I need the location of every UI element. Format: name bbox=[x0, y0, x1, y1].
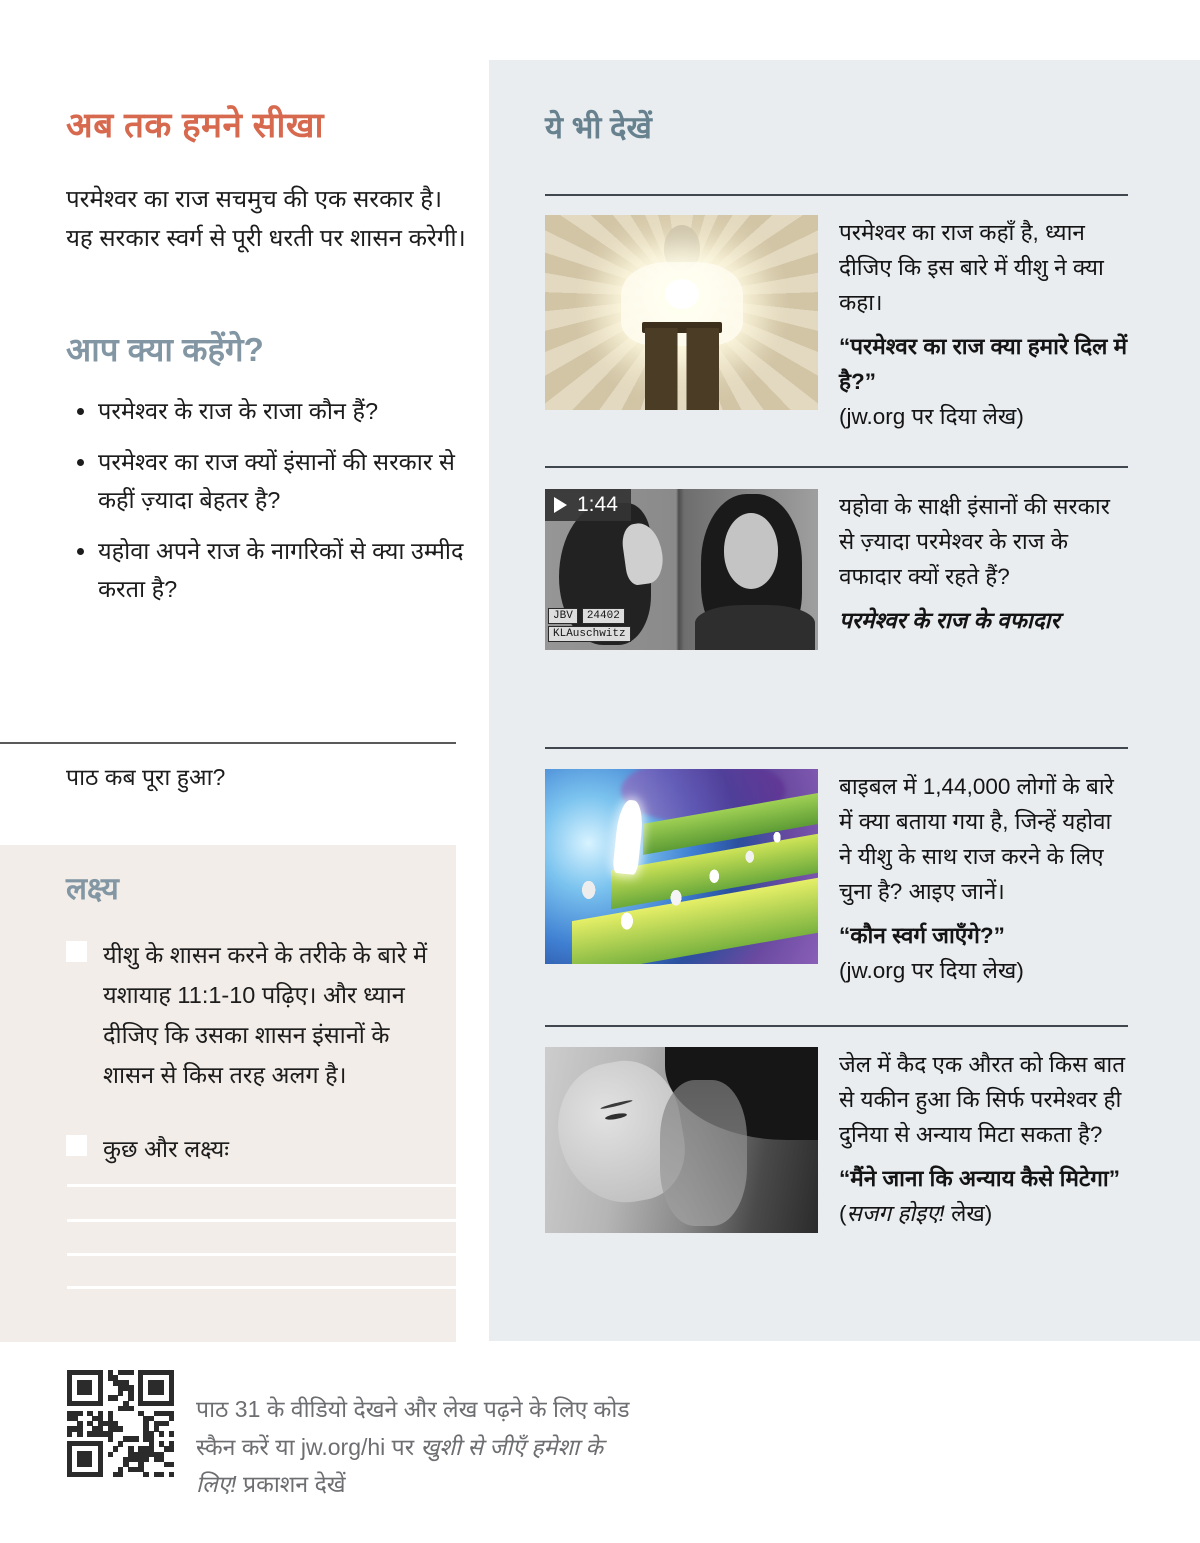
question-list bbox=[66, 392, 470, 621]
goal-item bbox=[66, 1129, 441, 1169]
goal-item-text: यीशु के शासन करने के तरीके के बारे में यशायाह 11:1-10 पढ़िए। और ध्यान दीजिए कि उसका शासन इंसानों के शासन से किस तरह अलग है। bbox=[103, 942, 428, 1088]
article-thumbnail-woman bbox=[545, 1047, 818, 1233]
question-item: • परमेश्वर के राज के राजा कौन हैं? bbox=[98, 392, 470, 430]
see-also-panel bbox=[489, 60, 1200, 1341]
play-icon bbox=[554, 497, 567, 513]
item-description: जेल में कैद एक औरत को किस बात से यकीन हुआ कि सिर्फ परमेश्वर ही दुनिया से अन्याय मिटा सकता है? bbox=[839, 1052, 1126, 1147]
article-title-text: “मैंने जाना कि अन्याय कैसे मिटेगा” bbox=[839, 1166, 1121, 1191]
learned-so-far-title: अब तक हमने सीखा bbox=[66, 106, 325, 145]
article-source: (jw.org पर दिया लेख) bbox=[839, 958, 1024, 983]
goal-box bbox=[0, 845, 456, 1342]
qr-code bbox=[67, 1370, 174, 1477]
prisoner-plate: 24402 bbox=[582, 608, 625, 624]
what-would-you-say-title: आप क्या कहेंगे? bbox=[66, 331, 264, 368]
question-item: • परमेश्वर का राज क्यों इंसानों की सरकार से कहीं ज़्यादा बेहतर है? bbox=[98, 443, 470, 519]
checkbox-icon bbox=[66, 941, 87, 962]
woman-hair bbox=[660, 1080, 747, 1225]
item-divider bbox=[545, 466, 1128, 468]
article-title: “कौन स्वर्ग जाएँगे?” bbox=[839, 923, 1005, 948]
video-thumbnail-mugshot bbox=[545, 489, 818, 650]
item-text-block bbox=[839, 769, 1128, 988]
item-description: बाइबल में 1,44,000 लोगों के बारे में क्या बताया गया है, जिन्हें यहोवा ने यीशु के साथ राज करने के लिए चुना है? आइए जानें। bbox=[839, 774, 1114, 904]
robed-figures bbox=[545, 769, 818, 964]
item-divider bbox=[545, 747, 1128, 749]
prisoner-plate: KLAuschwitz bbox=[548, 626, 631, 642]
figure-legs bbox=[645, 328, 719, 410]
footer-text-after: प्रकाशन देखें bbox=[236, 1471, 346, 1497]
source-magazine-name: सजग होइए! bbox=[846, 1201, 945, 1226]
item-text-block bbox=[839, 215, 1128, 434]
see-also-item bbox=[545, 769, 1128, 988]
article-title: “परमेश्वर का राज क्या हमारे दिल में है?” bbox=[839, 334, 1128, 394]
writing-line bbox=[67, 1286, 456, 1289]
heart-glow bbox=[665, 279, 699, 309]
front-face bbox=[724, 513, 779, 589]
footer-text-before: पाठ 31 के वीडियो देखने और लेख पढ़ने के लिए कोड स्कैन करें या jw.org/hi पर bbox=[196, 1396, 630, 1460]
video-title: परमेश्वर के राज के वफादार bbox=[839, 608, 1060, 633]
item-description: परमेश्वर का राज कहाँ है, ध्यान दीजिए कि इस बारे में यीशु ने क्या कहा। bbox=[839, 220, 1104, 315]
prisoner-plate: JBV bbox=[548, 608, 578, 624]
item-divider bbox=[545, 194, 1128, 196]
goal-item bbox=[66, 935, 441, 1095]
learned-so-far-text: परमेश्वर का राज सचमुच की एक सरकार है। यह सरकार स्वर्ग से पूरी धरती पर शासन करेगी। bbox=[66, 186, 466, 252]
video-duration-badge bbox=[545, 489, 631, 521]
item-divider bbox=[545, 1025, 1128, 1027]
article-source bbox=[839, 1201, 992, 1226]
article-thumbnail-glowing-man bbox=[545, 215, 818, 410]
see-also-item bbox=[545, 215, 1128, 434]
article-source: (jw.org पर दिया लेख) bbox=[839, 404, 1024, 429]
lesson-completed-label: पाठ कब पूरा हुआ? bbox=[66, 764, 226, 790]
see-also-title: ये भी देखें bbox=[545, 110, 652, 145]
footer-scan-text bbox=[196, 1391, 632, 1504]
item-text-block bbox=[839, 1047, 1128, 1233]
see-also-item bbox=[545, 1047, 1128, 1233]
goal-title: लक्ष्य bbox=[66, 871, 119, 906]
article-thumbnail-heaven bbox=[545, 769, 818, 964]
checkbox-icon bbox=[66, 1135, 87, 1156]
item-text-block bbox=[839, 489, 1128, 650]
video-duration: 1:44 bbox=[577, 493, 618, 516]
publication-title: खुशी से जीएँ हमेशा के लिए! bbox=[196, 1433, 604, 1497]
front-shoulders bbox=[695, 605, 815, 650]
source-close: लेख) bbox=[944, 1201, 993, 1226]
writing-line bbox=[67, 1219, 456, 1222]
goal-item-text: कुछ और लक्ष्यः bbox=[103, 1136, 229, 1162]
profile-face bbox=[620, 520, 666, 586]
article-title bbox=[839, 1161, 1128, 1231]
writing-line bbox=[67, 1253, 456, 1256]
left-section-divider bbox=[0, 742, 456, 744]
item-description: यहोवा के साक्षी इंसानों की सरकार से ज़्यादा परमेश्वर के राज के वफादार क्यों रहते हैं? bbox=[839, 494, 1110, 589]
prisoner-plates bbox=[548, 606, 635, 642]
writing-line bbox=[67, 1184, 456, 1187]
source-open: ( bbox=[839, 1201, 847, 1226]
see-also-item bbox=[545, 489, 1128, 650]
question-item: • यहोवा अपने राज के नागरिकों से क्या उम्मीद करता है? bbox=[98, 532, 470, 608]
